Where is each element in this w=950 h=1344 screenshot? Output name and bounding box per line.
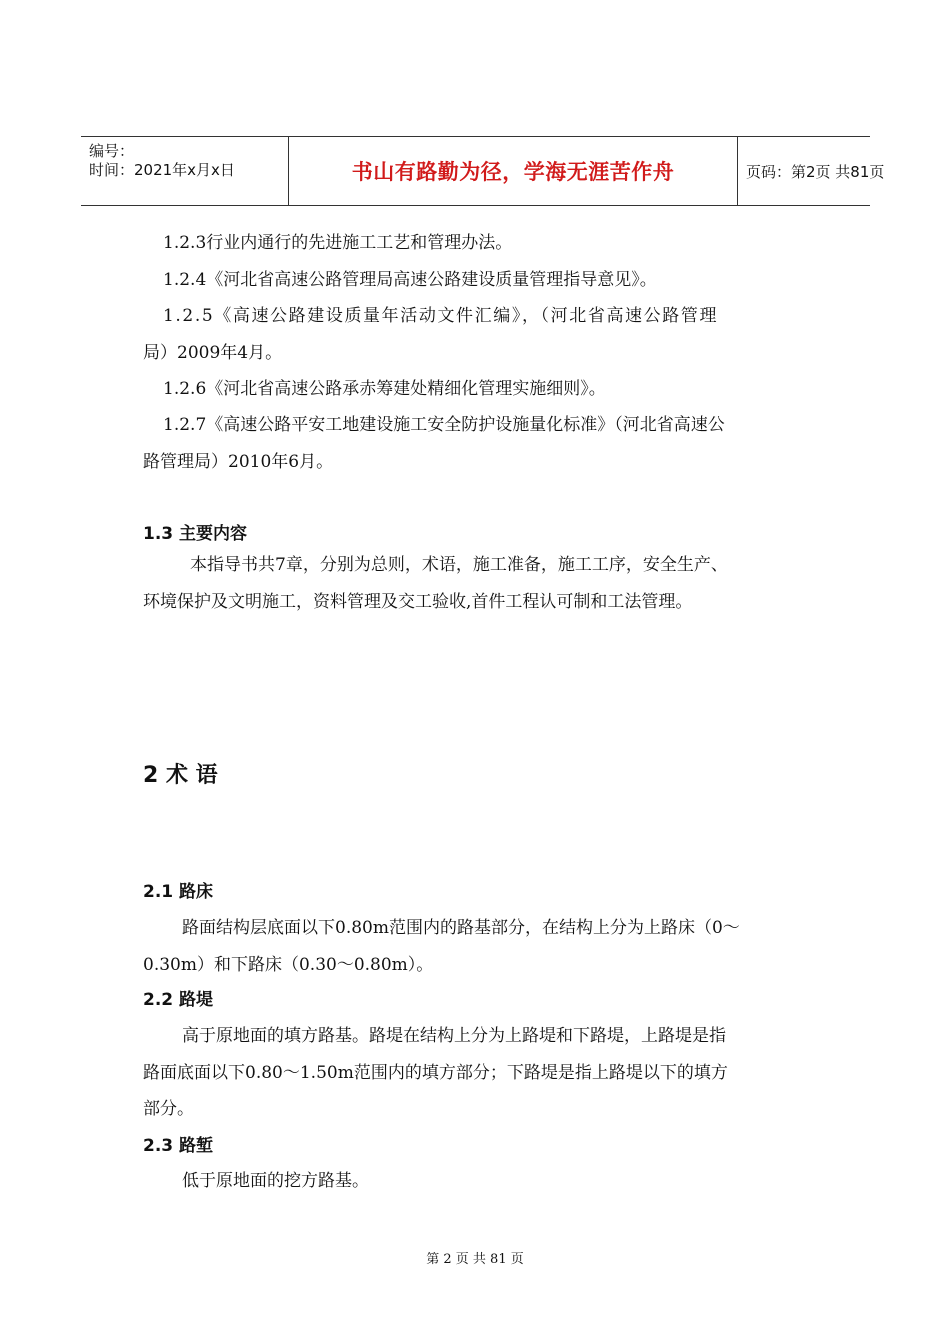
section-1-3-heading: 1.3 主要内容	[143, 524, 248, 544]
page-footer: 第 2 页 共 81 页	[426, 1252, 524, 1267]
document-number-label: 编号：	[89, 142, 135, 160]
header-page-code: 页码：第2页 共81页	[746, 162, 885, 181]
paragraph-1-2-3: 1.2.3行业内通行的先进施工工艺和管理办法。	[163, 233, 513, 253]
header-left-cell	[81, 137, 288, 205]
chapter-2-title: 2 术 语	[143, 763, 218, 788]
paragraph-1-2-6: 1.2.6《河北省高速公路承赤筹建处精细化管理实施细则》。	[163, 379, 606, 399]
paragraph-1-2-4: 1.2.4《河北省高速公路管理局高速公路建设质量管理指导意见》。	[163, 270, 657, 290]
section-2-3-heading: 2.3 路堑	[143, 1136, 214, 1156]
section-2-1-line-2: 0.30m）和下路床（0.30～0.80m）。	[143, 955, 434, 975]
section-2-2-line-1: 高于原地面的填方路基。路堤在结构上分为上路堤和下路堤，上路堤是指	[182, 1026, 726, 1046]
paragraph-1-2-5-line-2: 局）2009年4月。	[143, 343, 283, 363]
section-1-3-line-1: 本指导书共7章，分别为总则，术语，施工准备，施工工序，安全生产、	[190, 555, 728, 575]
paragraph-1-2-7-line-2: 路管理局）2010年6月。	[143, 452, 334, 472]
page-header	[81, 136, 885, 206]
section-2-2-heading: 2.2 路堤	[143, 990, 214, 1010]
section-1-3-line-2: 环境保护及文明施工，资料管理及交工验收,首件工程认可制和工法管理。	[143, 592, 693, 612]
section-2-2-line-2: 路面底面以下0.80～1.50m范围内的填方部分；下路堤是指上路堤以下的填方	[143, 1063, 728, 1083]
paragraph-1-2-7-line-1: 1.2.7《高速公路平安工地建设施工安全防护设施量化标准》（河北省高速公	[163, 415, 725, 435]
header-motto-cell	[288, 137, 738, 205]
section-2-2-line-3: 部分。	[143, 1099, 194, 1119]
header-page-cell	[736, 137, 885, 205]
document-time-label: 时间：2021年x月x日	[89, 161, 235, 179]
section-2-1-line-1: 路面结构层底面以下0.80m范围内的路基部分，在结构上分为上路床（0～	[182, 918, 740, 938]
section-2-1-heading: 2.1 路床	[143, 882, 214, 902]
header-motto: 书山有路勤为径，学海无涯苦作舟	[351, 160, 675, 184]
paragraph-1-2-5-line-1: 1.2.5《高速公路建设质量年活动文件汇编》，（河北省高速公路管理	[163, 306, 719, 326]
section-2-3-line-1: 低于原地面的挖方路基。	[182, 1171, 369, 1191]
